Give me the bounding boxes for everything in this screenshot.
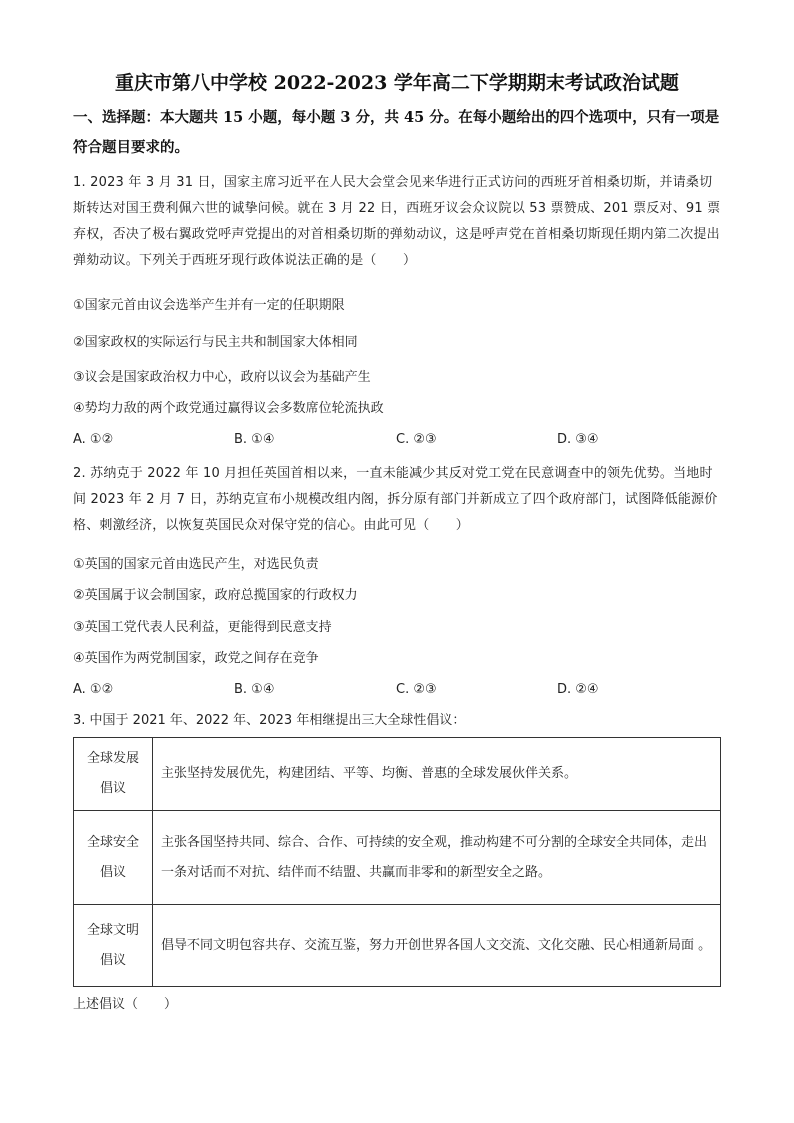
exam-title: 重庆市第八中学校 2022-2023 学年高二下学期期末考试政治试题 xyxy=(115,72,679,94)
q3-tail: 上述倡议（ ） xyxy=(73,997,178,1012)
initiatives-table xyxy=(73,737,721,987)
section-heading: 一、选择题：本大题共 15 小题，每小题 3 分，共 45 分。在每小题给出的四个选项中，只有一项是符合题目要求的。 xyxy=(73,109,720,156)
initiative-name xyxy=(74,905,153,987)
q1-statement-2: ②国家政权的实际运行与民主共和制国家大体相同 xyxy=(73,335,358,350)
q2-option-c: C. ②③ xyxy=(396,682,437,697)
q2-statement-1: ①英国的国家元首由选民产生，对选民负责 xyxy=(73,557,319,572)
q2-option-d: D. ②④ xyxy=(557,682,599,697)
initiative-name-text: 全球发展倡议 xyxy=(86,751,139,796)
initiative-content: 倡导不同文明包容共存、交流互鉴，努力开创世界各国人文交流、文化交融、民心相通新局面 。 xyxy=(153,905,721,987)
q1-stem: 1. 2023 年 3 月 31 日，国家主席习近平在人民大会堂会见来华进行正式访问的西班牙首相桑切斯，并请桑切斯转达对国王费利佩六世的诚挚问候。就在 3 月 22 日，西班牙议会众议院以 53 票赞成、201 票反对、91 票弃权，否决了极右翼政党呼声党提出的对首相桑切斯的弹劾动议，这是呼声党在首相桑切斯现任期内第二次提出弹劾动议。下列关于西班牙现行政体说法正确的是（ ） xyxy=(73,175,721,268)
q1-statement-4: ④势均力敌的两个政党通过赢得议会多数席位轮流执政 xyxy=(73,401,384,416)
q1-option-b: B. ①④ xyxy=(234,432,275,447)
q1-option-c: C. ②③ xyxy=(396,432,437,447)
q2-statement-3: ③英国工党代表人民利益，更能得到民意支持 xyxy=(73,620,332,635)
q3-stem: 3. 中国于 2021 年、2022 年、2023 年相继提出三大全球性倡议： xyxy=(73,713,466,728)
table-row xyxy=(74,738,721,811)
q2-stem: 2. 苏纳克于 2022 年 10 月担任英国首相以来，一直未能减少其反对党工党在民意调查中的领先优势。当地时间 2023 年 2 月 7 日，苏纳克宣布小规模改组内阁，拆分原有部门并新成立了四个政府部门，试图降低能源价格、刺激经济，以恢复英国民众对保守党的信心。由此可见（ ） xyxy=(73,466,718,533)
table-row xyxy=(74,905,721,987)
q2-statement-2: ②英国属于议会制国家，政府总揽国家的行政权力 xyxy=(73,588,358,603)
initiative-name xyxy=(74,811,153,905)
table-row xyxy=(74,811,721,905)
initiative-name-text: 全球文明倡议 xyxy=(86,922,139,968)
q2-option-b: B. ①④ xyxy=(234,682,275,697)
initiative-content: 主张各国坚持共同、综合、合作、可持续的安全观，推动构建不可分割的全球安全共同体，走出一条对话而不对抗、结伴而不结盟、共赢而非零和的新型安全之路。 xyxy=(153,811,721,905)
q1-option-d: D. ③④ xyxy=(557,432,599,447)
q1-option-a: A. ①② xyxy=(73,432,114,447)
q1-statement-1: ①国家元首由议会选举产生并有一定的任职期限 xyxy=(73,298,345,313)
initiative-content: 主张坚持发展优先，构建团结、平等、均衡、普惠的全球发展伙伴关系。 xyxy=(153,738,721,811)
q1-statement-3: ③议会是国家政治权力中心，政府以议会为基础产生 xyxy=(73,370,371,385)
initiative-name xyxy=(74,738,153,811)
q2-statement-4: ④英国作为两党制国家，政党之间存在竞争 xyxy=(73,651,319,666)
initiative-name-text: 全球安全倡议 xyxy=(86,834,139,880)
q2-option-a: A. ①② xyxy=(73,682,114,697)
